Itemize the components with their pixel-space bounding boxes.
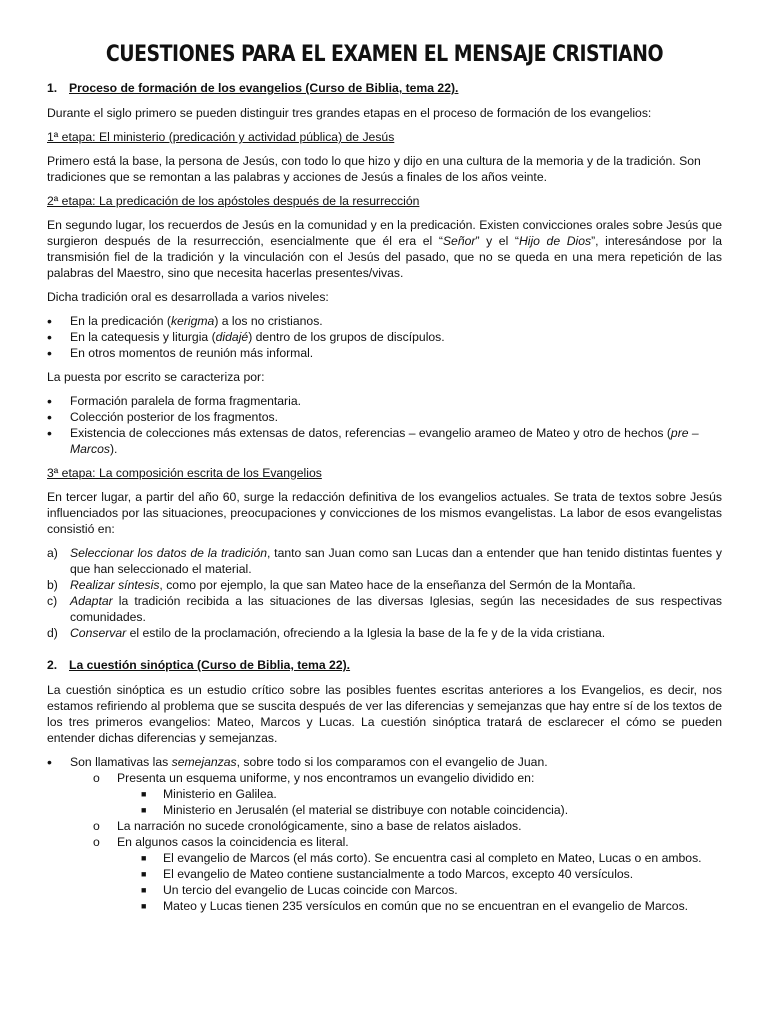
text-run-italic: Seleccionar los datos de la tradición <box>70 546 268 560</box>
section-1-heading <box>47 80 722 96</box>
paragraph: La cuestión sinóptica es un estudio crítico sobre las posibles fuentes escritas anteriores a los Evangelios, es decir, nos estamos refiriendo al problema que se suscita después de ver las diferencias y semejanzas que hay entre sí de los textos de los tres primeros evangelios: Mateo, Marcos y Lucas. La cuestión sinóptica tratará de esclarecer el cómo se pueden entender dichas diferencias y semejanzas. <box>47 683 722 745</box>
square-bullet-icon: ■ <box>141 789 147 799</box>
circle-bullet-icon: o <box>93 835 100 849</box>
list-letter: d) <box>47 626 58 640</box>
text-run: el estilo de la proclamación, ofreciendo a la Iglesia la base de la fe y de la vida cristiana. <box>126 626 606 640</box>
text-run: ). <box>109 442 118 456</box>
list-item <box>47 545 722 577</box>
text-run: , sobre todo si los comparamos con el evangelio de Juan. <box>236 755 548 769</box>
list-item <box>47 754 722 770</box>
spacer <box>47 649 722 657</box>
section-number: 1. <box>47 81 58 95</box>
paragraph: Durante el siglo primero se pueden distinguir tres grandes etapas en el proceso de formación de los evangelios: <box>47 106 652 120</box>
list-item <box>47 329 722 345</box>
stage-heading: 3ª etapa: La composición escrita de los Evangelios <box>47 466 322 480</box>
text-run: ”, interesándose por la transmisión fiel de la tradición y la vinculación con el Jesús del pasado, que no se queda en una mera repetición de las palabras del Maestro, sino que necesita hacerlas presentes/vivas. <box>47 234 722 280</box>
paragraph: En tercer lugar, a partir del año 60, surge la redacción definitiva de los evangelios actuales. Se trata de textos sobre Jesús influenciados por las situaciones, preocupaciones y convicciones de los mismos evangelistas. La labor de esos evangelistas consistió en: <box>47 490 722 536</box>
list-item <box>47 625 722 641</box>
paragraph <box>47 217 722 281</box>
lettered-list <box>47 545 722 641</box>
circle-bullet-icon: o <box>93 771 100 785</box>
text-run: la tradición recibida a las situaciones de las diversas Iglesias, según las necesidades de sus respectivas comunidades. <box>70 594 722 624</box>
text-run: En algunos casos la coincidencia es literal. <box>117 835 349 849</box>
section-number: 2. <box>47 658 58 672</box>
paragraph: Dicha tradición oral es desarrollada a varios niveles: <box>47 290 329 304</box>
sub-list-item <box>47 834 722 850</box>
bullet-list <box>47 393 722 457</box>
text-run: Presenta un esquema uniforme, y nos encontramos un evangelio dividido en: <box>117 771 535 785</box>
section-2-heading <box>47 657 722 673</box>
list-letter: a) <box>47 546 58 560</box>
sub-sub-list-item <box>47 786 722 802</box>
circle-bullet-icon: o <box>93 819 100 833</box>
sub-sub-list-item <box>47 866 722 882</box>
square-bullet-icon: ■ <box>141 885 147 895</box>
list-item <box>47 593 722 625</box>
sub-sub-list-item <box>47 850 722 866</box>
list-item <box>47 313 722 329</box>
section-title: La cuestión sinóptica (Curso de Biblia, tema 22). <box>69 658 351 672</box>
text-run: , tanto san Juan como san Lucas dan a entender que han tenido distintas fuentes y que han seleccionado el material. <box>70 546 722 576</box>
text-run: Un tercio del evangelio de Lucas coincide con Marcos. <box>163 883 458 897</box>
text-run-italic: Adaptar <box>70 594 113 608</box>
square-bullet-icon: ■ <box>141 901 147 911</box>
list-letter: b) <box>47 578 58 592</box>
text-run-italic: kerigma <box>170 314 215 328</box>
paragraph: La puesta por escrito se caracteriza por: <box>47 370 265 384</box>
text-run: Ministerio en Jerusalén (el material se distribuye con notable coincidencia). <box>163 803 569 817</box>
text-run-italic: didajé <box>215 330 249 344</box>
sub-sub-list-item <box>47 882 722 898</box>
text-run: El evangelio de Marcos (el más corto). Se encuentra casi al completo en Mateo, Lucas o en ambos. <box>163 851 702 865</box>
sub-sub-list-item <box>47 802 722 818</box>
text-run: Ministerio en Galilea. <box>163 787 277 801</box>
stage-heading: 2ª etapa: La predicación de los apóstoles después de la resurrección <box>47 194 420 208</box>
list-item: • Formación paralela de forma fragmentaria. <box>47 393 722 409</box>
sub-list-item <box>47 770 722 786</box>
text-run: , como por ejemplo, la que san Mateo hace de la enseñanza del Sermón de la Montaña. <box>159 578 636 592</box>
text-run-italic: pre – Marcos <box>70 426 699 456</box>
sub-list-item <box>47 818 722 834</box>
square-bullet-icon: ■ <box>141 805 147 815</box>
square-bullet-icon: ■ <box>141 853 147 863</box>
bullet-list <box>47 754 722 770</box>
text-run: En la predicación ( <box>70 314 171 328</box>
text-run-italic: Conservar <box>70 626 127 640</box>
text-run: Existencia de colecciones más extensas de datos, referencias – evangelio arameo de Mateo y otro de hechos ( <box>70 426 671 440</box>
list-item: • Colección posterior de los fragmentos. <box>47 409 722 425</box>
section-title: Proceso de formación de los evangelios (Curso de Biblia, tema 22). <box>69 81 459 95</box>
text-run-italic: semejanzas <box>171 755 237 769</box>
text-run-italic: Señor <box>442 234 476 248</box>
stage-heading: 1ª etapa: El ministerio (predicación y actividad pública) de Jesús <box>47 130 395 144</box>
text-run: El evangelio de Mateo contiene sustancialmente a todo Marcos, excepto 40 versículos. <box>163 867 634 881</box>
text-run: ) a los no cristianos. <box>214 314 323 328</box>
text-run: ) dentro de los grupos de discípulos. <box>248 330 445 344</box>
text-run: En la catequesis y liturgia ( <box>70 330 216 344</box>
list-letter: c) <box>47 594 58 608</box>
sub-sub-list-item <box>47 898 722 914</box>
text-run-italic: Realizar síntesis <box>70 578 160 592</box>
list-item <box>47 577 722 593</box>
text-run-italic: Hijo de Dios <box>518 234 592 248</box>
text-run: La narración no sucede cronológicamente, sino a base de relatos aislados. <box>117 819 522 833</box>
document-title: CUESTIONES PARA EL EXAMEN EL MENSAJE CRISTIANO <box>105 42 664 67</box>
paragraph: Primero está la base, la persona de Jesús, con todo lo que hizo y dijo en una cultura de la memoria y de la tradición. Son tradiciones que se remontan a las palabras y acciones de Jesús a finales de los años veinte. <box>47 154 701 184</box>
list-item <box>47 425 722 457</box>
text-run: Son llamativas las <box>70 755 172 769</box>
text-run: ” y el “ <box>475 234 519 248</box>
bullet-list <box>47 313 722 361</box>
square-bullet-icon: ■ <box>141 869 147 879</box>
list-item: • En otros momentos de reunión más informal. <box>47 345 722 361</box>
text-run: En segundo lugar, los recuerdos de Jesús en la comunidad y en la predicación. Existen convicciones orales sobre Jesús que surgieron después de la resurrección, esencialmente que él era el “ <box>47 218 722 248</box>
text-run: Mateo y Lucas tienen 235 versículos en común que no se encuentran en el evangelio de Marcos. <box>163 899 689 913</box>
